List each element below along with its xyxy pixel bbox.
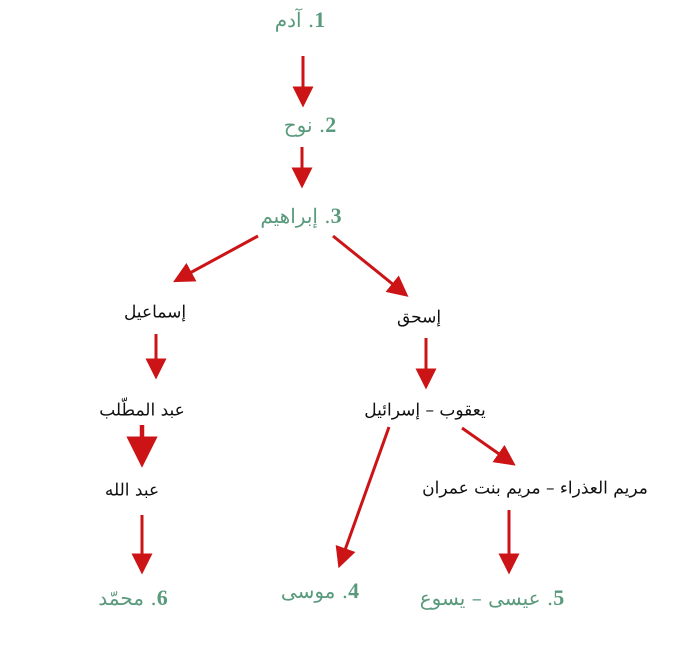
arrow-ibrahim-to-ismail (177, 236, 258, 280)
node-nuh: 2. نوح (283, 112, 337, 137)
node-adam: 1. آدم (274, 7, 326, 32)
arrow-ibrahim-to-ishaq (333, 236, 405, 294)
node-name: موسى (280, 579, 336, 603)
arrow-yaqub-to-musa (340, 427, 389, 564)
arrow-yaqub-to-maryam (462, 428, 512, 463)
node-number: 4 (348, 578, 360, 603)
node-ismail (123, 302, 187, 323)
node-name: نوح (283, 113, 313, 137)
node-number: 3 (330, 203, 342, 228)
node-name: مريم العذراء – مريم بنت عمران (422, 478, 648, 499)
node-ibrahim: 3. إبراهيم (260, 203, 342, 228)
node-isa: 5. عيسى – يسوع (419, 585, 565, 610)
node-name: إسماعيل (123, 302, 187, 323)
node-maryam (422, 478, 648, 499)
node-name: عبد الله (104, 480, 160, 501)
node-name: يعقوب – إسرائيل (364, 400, 486, 421)
node-musa: 4. موسى (280, 578, 360, 603)
node-name: عيسى – يسوع (419, 586, 541, 610)
node-name: محمّد (98, 586, 144, 610)
node-number: 6 (156, 585, 168, 610)
node-number: 2 (325, 112, 337, 137)
node-name: إبراهيم (260, 204, 318, 228)
node-ishaq (396, 307, 442, 328)
node-abdullah (104, 480, 160, 501)
node-name: إسحق (396, 307, 442, 328)
node-name: آدم (274, 8, 302, 32)
node-number: 1 (314, 7, 326, 32)
node-name: عبد المطّلب (99, 400, 185, 421)
node-abd-al-muttalib (99, 400, 185, 421)
node-muhammad: 6. محمّد (98, 585, 168, 610)
node-yaqub (364, 400, 486, 421)
node-number: 5 (553, 585, 565, 610)
